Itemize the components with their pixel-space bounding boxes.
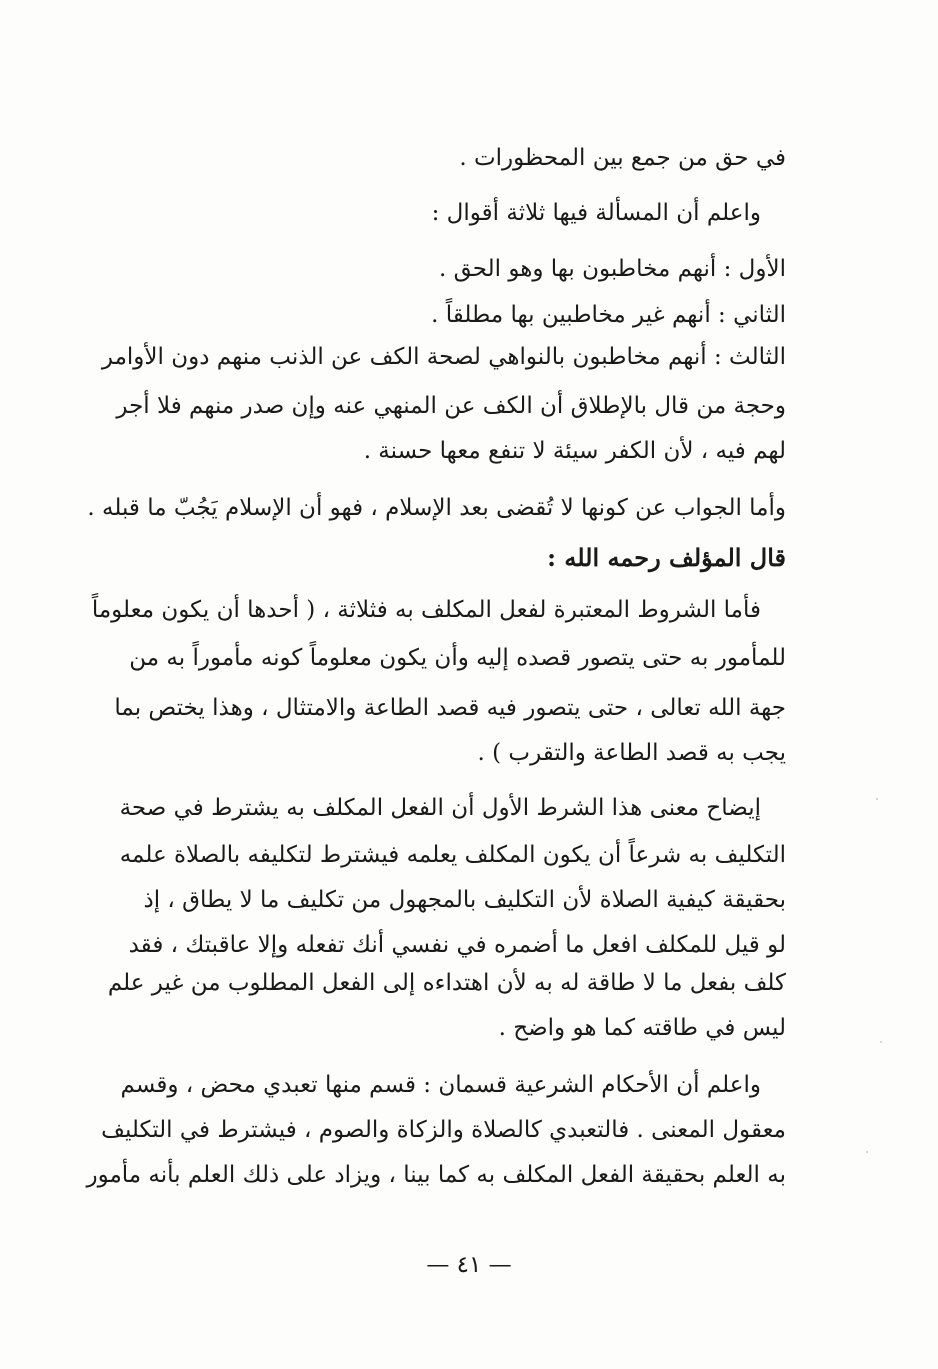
text-line-22: به العلم بحقيقة الفعل المكلف به كما بينا ، ويزاد على ذلك العلم بأنه مأمور (86, 1162, 786, 1188)
scan-speck (880, 1041, 882, 1043)
text-line-6: وحجة من قال بالإطلاق أن الكف عن المنهي عنه وإن صدر منهم فلا أجر (116, 393, 786, 419)
text-line-15: التكليف به شرعاً أن يكون المكلف يعلمه فيشترط لتكليفه بالصلاة علمه (119, 842, 786, 868)
page-number: — ٤١ — (426, 1252, 512, 1278)
text-line-19: ليس في طاقته كما هو واضح . (498, 1015, 786, 1041)
text-line-13: يجب به قصد الطاعة والتقرب ) . (477, 740, 786, 766)
text-line-11: للمأمور به حتى يتصور قصده إليه وأن يكون معلوماً كونه مأموراً به من (129, 645, 786, 671)
text-line-12: جهة الله تعالى ، حتى يتصور فيه قصد الطاعة والامتثال ، وهذا يختص بما (114, 695, 786, 721)
text-line-2: واعلم أن المسألة فيها ثلاثة أقوال : (431, 200, 761, 226)
text-line-14: إيضاح معنى هذا الشرط الأول أن الفعل المكلف به يشترط في صحة (119, 795, 761, 821)
text-line-7: لهم فيه ، لأن الكفر سيئة لا تنفع معها حسنة . (363, 438, 786, 464)
scan-speck (866, 1151, 868, 1153)
scan-speck (876, 798, 878, 800)
text-line-17: لو قيل للمكلف افعل ما أضمره في نفسي أنك تفعله وإلا عاقبتك ، فقد (128, 932, 786, 958)
text-line-21: معقول المعنى . فالتعبدي كالصلاة والزكاة والصوم ، فيشترط في التكليف (101, 1117, 786, 1143)
text-line-5: الثالث : أنهم مخاطبون بالنواهي لصحة الكف عن الذنب منهم دون الأوامر (101, 344, 786, 370)
text-line-18: كلف بفعل ما لا طاقة له به لأن اهتداءه إلى الفعل المطلوب من غير علم (107, 970, 786, 996)
text-line-4: الثاني : أنهم غير مخاطبين بها مطلقاً . (431, 302, 786, 328)
text-line-8: وأما الجواب عن كونها لا تُقضى بعد الإسلام ، فهو أن الإسلام يَجُبّ ما قبله . (87, 495, 786, 521)
text-line-10: فأما الشروط المعتبرة لفعل المكلف به فثلاثة ، ( أحدها أن يكون معلوماً (91, 597, 761, 623)
section-heading: قال المؤلف رحمه الله : (547, 543, 786, 572)
text-line-3: الأول : أنهم مخاطبون بها وهو الحق . (438, 256, 786, 282)
text-line-20: واعلم أن الأحكام الشرعية قسمان : قسم منها تعبدي محض ، وقسم (120, 1072, 761, 1098)
text-line-1: في حق من جمع بين المحظورات . (459, 145, 786, 171)
text-line-16: بحقيقة كيفية الصلاة لأن التكليف بالمجهول من تكليف ما لا يطاق ، إذ (143, 887, 786, 913)
